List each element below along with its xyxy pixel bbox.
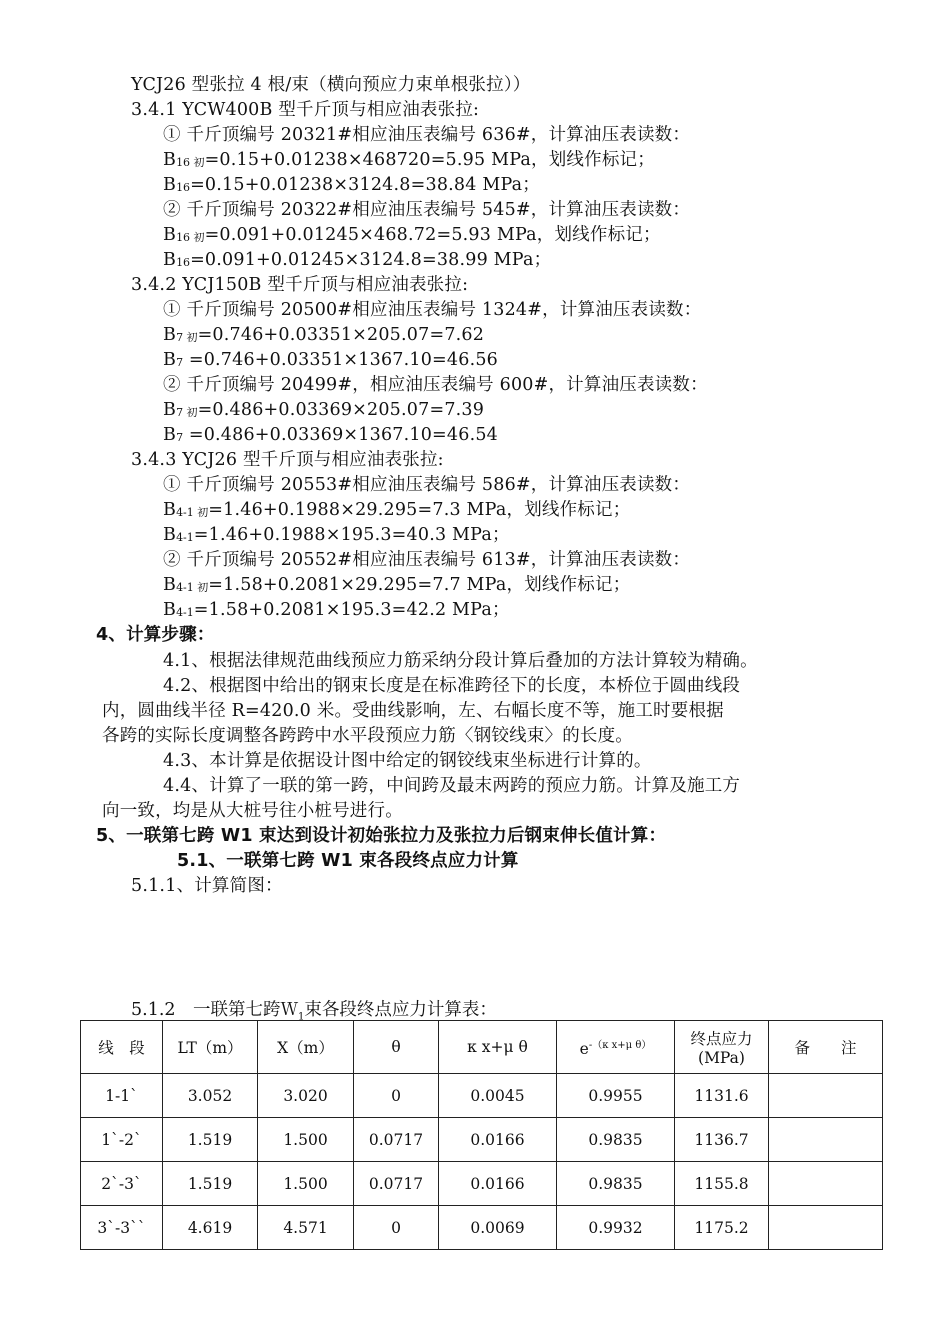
cell-remarks — [769, 1074, 883, 1118]
header-kx-mu-theta: κ x+μ θ — [439, 1021, 557, 1074]
formula-line-8: $B_{16}=0.091+0.01245\times 3124.8=38.99$ MPa； — [163, 250, 552, 270]
paragraph-4-2-line-3: 各跨的实际长度调整各跨跨中水平段预应力筋〈钢铰线束〉的长度。 — [102, 726, 633, 746]
cell-segment: 2`-3` — [81, 1162, 163, 1206]
text-line-20: ② 千斤顶编号 20552#相应油压表编号 613#，计算油压表读数： — [163, 550, 691, 570]
cell-lt: 3.052 — [163, 1074, 258, 1118]
table-row — [81, 1162, 883, 1206]
cell-theta: 0 — [354, 1074, 439, 1118]
header-x: X（m） — [258, 1021, 354, 1074]
formula-line-7: $B_{16 初}=0.091+0.01245\times 468.72=5.93$ MPa，划线作标记； — [163, 225, 661, 245]
cell-end-stress: 1175.2 — [675, 1206, 769, 1250]
formula-line-4: $B_{16 初}=0.15+0.01238\times 468720=5.95$ MPa，划线作标记； — [163, 150, 655, 170]
table-row — [81, 1118, 883, 1162]
cell-end-stress: 1155.8 — [675, 1162, 769, 1206]
cell-kx-mu-theta: 0.0069 — [439, 1206, 557, 1250]
formula-line-11: $B_{7 初}=0.746+0.03351\times 205.07=7.62$ — [163, 325, 485, 345]
section-5-heading: 5、一联第七跨 W1 束达到设计初始张拉力及张拉力后钢束伸长值计算： — [96, 826, 667, 846]
cell-lt: 1.519 — [163, 1118, 258, 1162]
cell-theta: 0 — [354, 1206, 439, 1250]
cell-lt: 1.519 — [163, 1162, 258, 1206]
cell-kx-mu-theta: 0.0166 — [439, 1118, 557, 1162]
formula-line-19: $B_{4-1}=1.46+0.1988\times 195.3=40.3$ MPa； — [163, 525, 510, 545]
header-remarks: 备 注 — [769, 1021, 883, 1074]
cell-exponential: 0.9955 — [557, 1074, 675, 1118]
text-line-3: ① 千斤顶编号 20321#相应油压表编号 636#，计算油压表读数： — [163, 125, 691, 145]
cell-exponential: 0.9932 — [557, 1206, 675, 1250]
text-line-1: YCJ26 型张拉 4 根/束（横向预应力束单根张拉）） — [131, 75, 531, 95]
header-lt: LT（m） — [163, 1021, 258, 1074]
section-3-4-2-heading: 3.4.2 YCJ150B 型千斤顶与相应油表张拉: — [131, 275, 469, 295]
cell-theta: 0.0717 — [354, 1118, 439, 1162]
section-3-4-1-heading: 3.4.1 YCW400B 型千斤顶与相应油表张拉: — [131, 100, 480, 120]
header-theta: θ — [354, 1021, 439, 1074]
header-end-stress: 终点应力 (MPa) — [675, 1021, 769, 1074]
cell-remarks — [769, 1118, 883, 1162]
header-segment: 线 段 — [81, 1021, 163, 1074]
table-header-row — [81, 1021, 883, 1074]
table-row — [81, 1074, 883, 1118]
formula-line-15: $B_7 =0.486+0.03369\times 1367.10=46.54$ — [163, 425, 499, 445]
cell-x: 1.500 — [258, 1162, 354, 1206]
text-line-17: ① 千斤顶编号 20553#相应油压表编号 586#，计算油压表读数： — [163, 475, 691, 495]
stress-calculation-table — [80, 1020, 883, 1250]
cell-segment: 1`-2` — [81, 1118, 163, 1162]
table-caption: 5.1.2 一联第七跨Ｗ$_1$束各段终点应力计算表： — [131, 1000, 497, 1023]
cell-segment: 3`-3`` — [81, 1206, 163, 1250]
paragraph-4-2-line-1: 4.2、根据图中给出的钢束长度是在标准跨径下的长度，本桥位于圆曲线段 — [163, 676, 741, 696]
formula-line-22: $B_{4-1}=1.58+0.2081\times 195.3=42.2$ MPa； — [163, 600, 510, 620]
paragraph-4-3: 4.3、本计算是依据设计图中给定的钢铰线束坐标进行计算的。 — [163, 751, 652, 771]
section-4-heading: 4、计算步骤： — [96, 625, 215, 645]
formula-line-18: $B_{4-1 初}=1.46+0.1988\times 29.295=7.3$ MPa，划线作标记； — [163, 500, 631, 520]
formula-line-12: $B_7 =0.746+0.03351\times 1367.10=46.56$ — [163, 350, 499, 370]
table-row — [81, 1206, 883, 1250]
formula-line-14: $B_{7 初}=0.486+0.03369\times 205.07=7.39$ — [163, 400, 485, 420]
header-exponential: $e^{-(\kappa x+\mu \theta)}$ — [557, 1021, 675, 1074]
cell-remarks — [769, 1206, 883, 1250]
section-3-4-3-heading: 3.4.3 YCJ26 型千斤顶与相应油表张拉: — [131, 450, 444, 470]
cell-kx-mu-theta: 0.0166 — [439, 1162, 557, 1206]
formula-line-21: $B_{4-1 初}=1.58+0.2081\times 29.295=7.7$ MPa，划线作标记； — [163, 575, 631, 595]
section-5-1-1-heading: 5.1.1、计算简图： — [131, 876, 283, 896]
paragraph-4-4-line-1: 4.4、计算了一联的第一跨，中间跨及最末两跨的预应力筋。计算及施工方 — [163, 776, 741, 796]
text-line-13: ② 千斤顶编号 20499#，相应油压表编号 600#，计算油压表读数： — [163, 375, 708, 395]
paragraph-4-1: 4.1、根据法律规范曲线预应力筋采纳分段计算后叠加的方法计算较为精确。 — [163, 651, 758, 671]
paragraph-4-2-line-2: 内，圆曲线半径 R=420.0 米。受曲线影响，左、右幅长度不等，施工时要根据 — [102, 701, 724, 721]
cell-end-stress: 1136.7 — [675, 1118, 769, 1162]
cell-kx-mu-theta: 0.0045 — [439, 1074, 557, 1118]
cell-segment: 1-1` — [81, 1074, 163, 1118]
cell-x: 1.500 — [258, 1118, 354, 1162]
cell-remarks — [769, 1162, 883, 1206]
cell-x: 3.020 — [258, 1074, 354, 1118]
cell-lt: 4.619 — [163, 1206, 258, 1250]
section-5-1-heading: 5.1、一联第七跨 W1 束各段终点应力计算 — [177, 851, 519, 871]
text-line-6: ② 千斤顶编号 20322#相应油压表编号 545#，计算油压表读数： — [163, 200, 691, 220]
cell-exponential: 0.9835 — [557, 1118, 675, 1162]
text-line-10: ① 千斤顶编号 20500#相应油压表编号 1324#，计算油压表读数： — [163, 300, 702, 320]
cell-theta: 0.0717 — [354, 1162, 439, 1206]
paragraph-4-4-line-2: 向一致，均是从大桩号往小桩号进行。 — [102, 801, 403, 821]
cell-exponential: 0.9835 — [557, 1162, 675, 1206]
formula-line-5: $B_{16}=0.15+0.01238\times 3124.8=38.84$ MPa； — [163, 175, 540, 195]
cell-end-stress: 1131.6 — [675, 1074, 769, 1118]
cell-x: 4.571 — [258, 1206, 354, 1250]
